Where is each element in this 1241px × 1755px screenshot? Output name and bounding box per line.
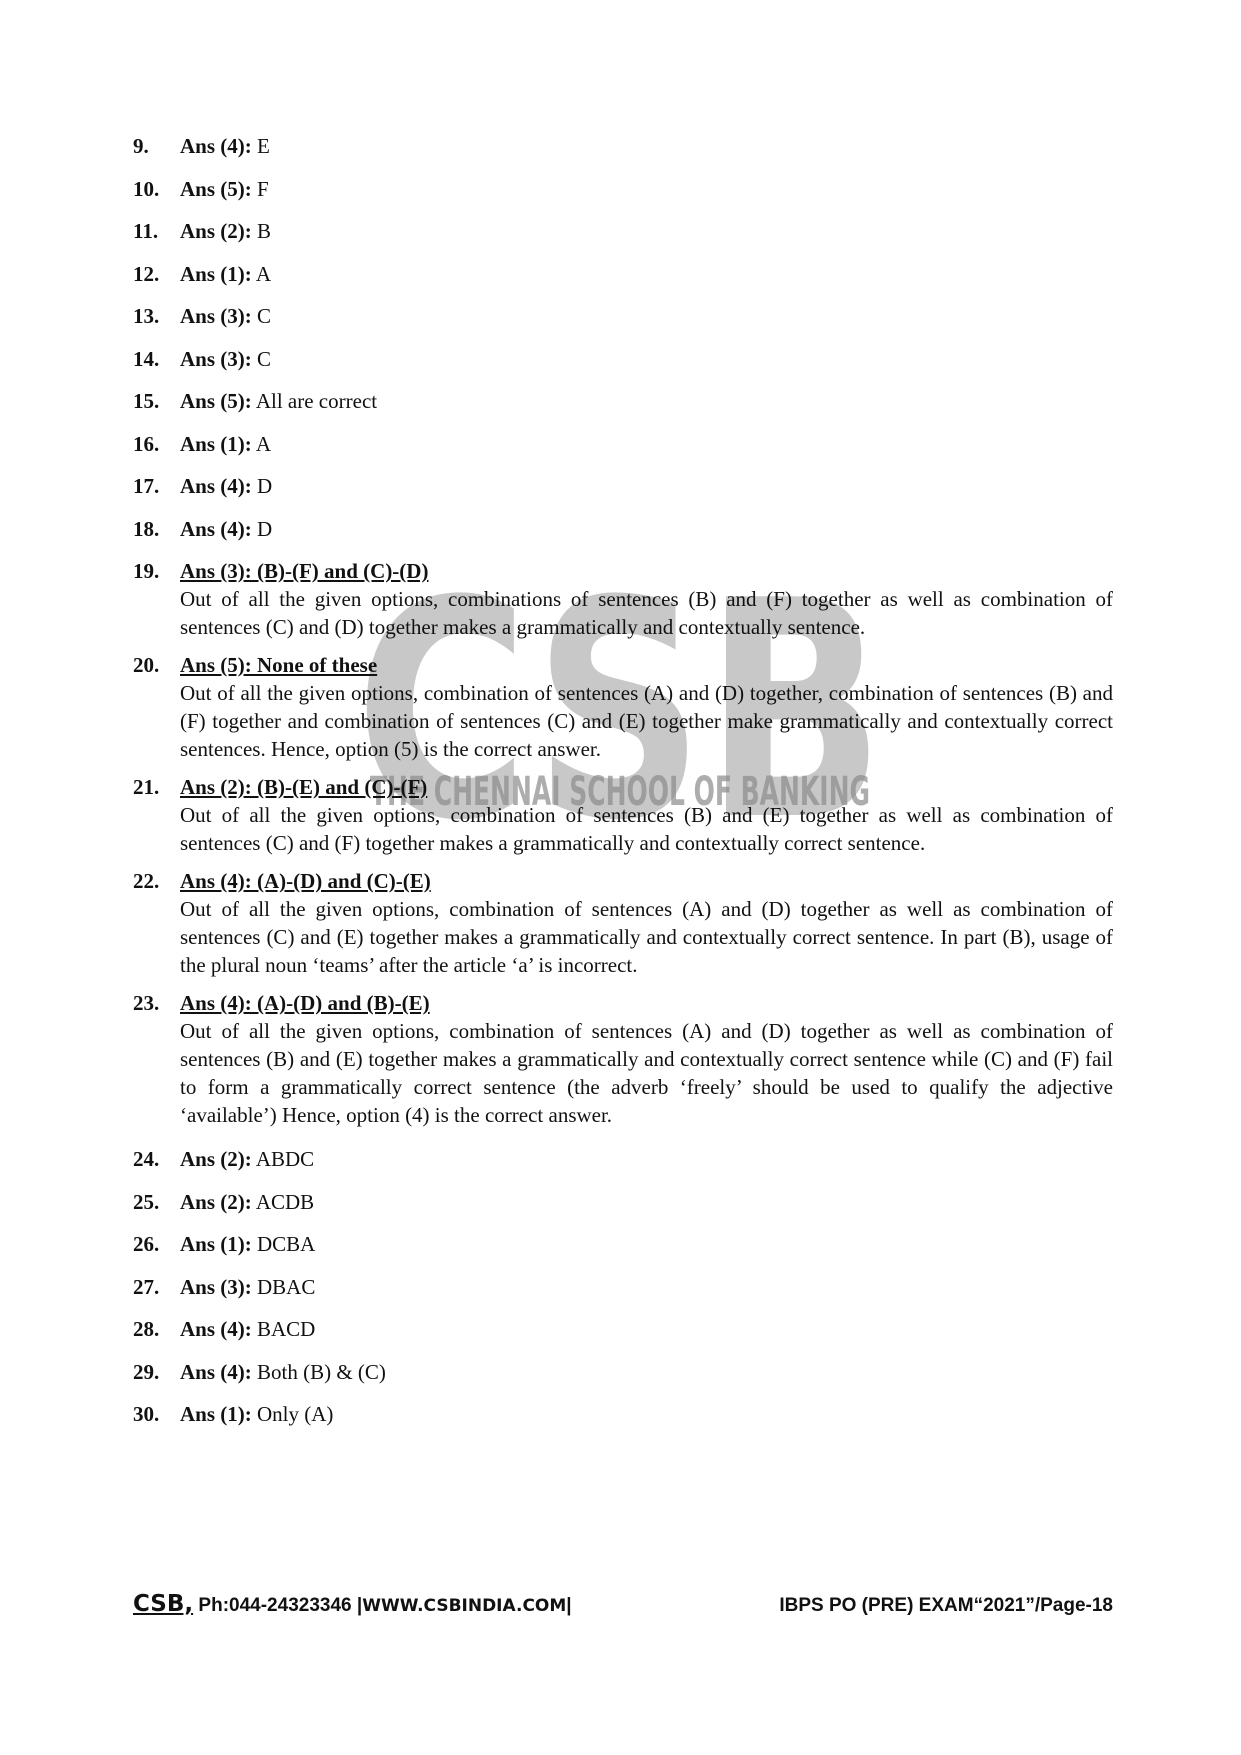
explained-answer-item [133, 773, 1113, 857]
answer-number: 14. [133, 346, 160, 371]
answer-number: 19. [133, 559, 160, 583]
answer-item [133, 1315, 1113, 1343]
watermark-logo-text: CSB [355, 560, 885, 886]
answer-label: Ans (1): [180, 1402, 252, 1426]
answer-item [133, 1400, 1113, 1428]
answer-item [133, 1358, 1113, 1386]
answer-body [180, 430, 1113, 458]
answer-body [180, 867, 1113, 979]
footer-website-end: | [566, 1595, 572, 1616]
answer-body [180, 302, 1113, 330]
answer-number: 9. [133, 134, 149, 158]
answer-number: 21. [133, 775, 160, 799]
answer-value: E [251, 134, 270, 158]
answer-number: 27. [133, 1274, 160, 1299]
answer-label: Ans (2): [180, 1147, 252, 1171]
answer-value: D [251, 474, 273, 498]
answer-value: A [251, 431, 272, 456]
answer-body [180, 1230, 1113, 1258]
answer-item [133, 430, 1113, 458]
answer-label: Ans (4): [180, 516, 252, 541]
answer-body [180, 557, 1113, 641]
answer-value: A [251, 261, 272, 286]
answer-item [133, 175, 1113, 203]
answer-body [180, 132, 1113, 160]
answer-item [133, 1230, 1113, 1258]
answer-label: Ans (1): [180, 1232, 252, 1256]
answer-body [180, 651, 1113, 763]
answer-value: D [251, 516, 273, 541]
answer-value: DBAC [251, 1274, 316, 1299]
answer-value: All are correct [251, 389, 378, 413]
answer-list-explained [133, 557, 1113, 1129]
answer-heading: Ans (5): None of these [180, 653, 378, 677]
answer-value: ABDC [251, 1147, 315, 1171]
answer-number: 24. [133, 1147, 160, 1171]
footer-page-info: IBPS PO (PRE) EXAM“2021”/Page-18 [779, 1595, 1113, 1616]
answer-body [180, 387, 1113, 415]
answer-key [133, 132, 1113, 1443]
answer-label: Ans (4): [180, 474, 252, 498]
answer-item [133, 345, 1113, 373]
answer-number: 17. [133, 474, 160, 498]
answer-number: 25. [133, 1189, 160, 1214]
answer-item [133, 1145, 1113, 1173]
answer-body [180, 773, 1113, 857]
answer-number: 30. [133, 1402, 160, 1426]
footer-phone: 044-24323346 | [229, 1595, 363, 1616]
answer-number: 10. [133, 176, 160, 201]
answer-item [133, 515, 1113, 543]
explained-answer-item [133, 651, 1113, 763]
answer-explanation: Out of all the given options, combination of sentences (B) and (E) together as well as combination of sentences (C) and (F) together makes a grammatically and contextually correct sentence. [180, 803, 1113, 855]
answer-explanation: Out of all the given options, combinations of sentences (B) and (F) together as well as combination of sentences (C) and (D) together makes a grammatically and contextually sentence. [180, 587, 1113, 639]
watermark-tagline: THE CHENNAI SCHOOL OF BANKING [370, 769, 870, 815]
answer-value: Both (B) & (C) [251, 1359, 386, 1384]
answer-number: 12. [133, 261, 160, 286]
answer-value: B [251, 219, 272, 243]
answer-body [180, 345, 1113, 373]
answer-label: Ans (4): [180, 1317, 252, 1341]
answer-heading: Ans (4): (A)-(D) and (B)-(E) [180, 991, 430, 1015]
answer-body [180, 472, 1113, 500]
answer-body [180, 1315, 1113, 1343]
answer-list-short-a [133, 132, 1113, 543]
answer-label: Ans (4): [180, 1359, 252, 1384]
answer-number: 23. [133, 991, 160, 1015]
answer-number: 26. [133, 1232, 160, 1256]
footer-brand: CSB, [133, 1591, 194, 1617]
answer-label: Ans (3): [180, 346, 252, 371]
explained-answer-item [133, 867, 1113, 979]
answer-label: Ans (5): [180, 389, 252, 413]
answer-value: Only (A) [251, 1402, 334, 1426]
answer-item [133, 132, 1113, 160]
answer-body [180, 515, 1113, 543]
answer-label: Ans (1): [180, 261, 252, 286]
answer-item [133, 217, 1113, 245]
answer-number: 15. [133, 389, 160, 413]
answer-item [133, 472, 1113, 500]
footer-left [133, 1591, 572, 1617]
answer-explanation: Out of all the given options, combination of sentences (A) and (D) together as well as combination of sentences (C) and (E) together makes a grammatically and contextually correct sentence. In part (B), usage of the plural noun ‘teams’ after the article ‘a’ is incorrect. [180, 897, 1113, 977]
answer-item [133, 387, 1113, 415]
answer-number: 29. [133, 1359, 160, 1384]
answer-item [133, 1273, 1113, 1301]
answer-body [180, 175, 1113, 203]
answer-number: 13. [133, 304, 160, 328]
answer-label: Ans (4): [180, 134, 252, 158]
answer-label: Ans (1): [180, 431, 252, 456]
answer-body [180, 1273, 1113, 1301]
page-footer [133, 1591, 1113, 1617]
answer-label: Ans (5): [180, 176, 252, 201]
answer-label: Ans (3): [180, 304, 252, 328]
answer-value: ACDB [251, 1189, 315, 1214]
answer-value: DCBA [251, 1232, 316, 1256]
answer-number: 22. [133, 869, 160, 893]
answer-heading: Ans (3): (B)-(F) and (C)-(D) [180, 559, 429, 583]
answer-value: C [251, 304, 272, 328]
answer-body [180, 217, 1113, 245]
answer-item [133, 1188, 1113, 1216]
answer-list-short-b [133, 1145, 1113, 1428]
answer-number: 18. [133, 516, 160, 541]
answer-body [180, 989, 1113, 1129]
footer-phone-label: Ph: [193, 1595, 230, 1616]
answer-number: 20. [133, 653, 160, 677]
answer-explanation: Out of all the given options, combination of sentences (A) and (D) together, combination of sentences (B) and (F) together and combination of sentences (C) and (E) together make grammatically and contextually correct sentences. Hence, option (5) is the correct answer. [180, 681, 1113, 761]
answer-value: F [251, 176, 269, 201]
answer-body [180, 1400, 1113, 1428]
answer-label: Ans (2): [180, 219, 252, 243]
answer-body [180, 1145, 1113, 1173]
answer-item [133, 260, 1113, 288]
answer-label: Ans (2): [180, 1189, 252, 1214]
answer-number: 16. [133, 431, 160, 456]
answer-body [180, 1188, 1113, 1216]
answer-explanation: Out of all the given options, combination of sentences (A) and (D) together as well as combination of sentences (B) and (E) together makes a grammatically and contextually correct sentence while (C) and (F) fail to form a grammatically correct sentence (the adverb ‘freely’ should be used to qualify the adjective ‘available’) Hence, option (4) is the correct answer. [180, 1019, 1113, 1127]
answer-number: 11. [133, 219, 159, 243]
answer-value: C [251, 346, 272, 371]
explained-answer-item [133, 989, 1113, 1129]
answer-item [133, 302, 1113, 330]
answer-value: BACD [251, 1317, 316, 1341]
footer-website[interactable]: WWW.CSBINDIA.COM [362, 1596, 567, 1616]
answer-number: 28. [133, 1317, 160, 1341]
answer-heading: Ans (4): (A)-(D) and (C)-(E) [180, 869, 431, 893]
answer-label: Ans (3): [180, 1274, 252, 1299]
answer-heading: Ans (2): (B)-(E) and (C)-(F) [180, 775, 428, 799]
answer-body [180, 1358, 1113, 1386]
answer-body [180, 260, 1113, 288]
explained-answer-item [133, 557, 1113, 641]
